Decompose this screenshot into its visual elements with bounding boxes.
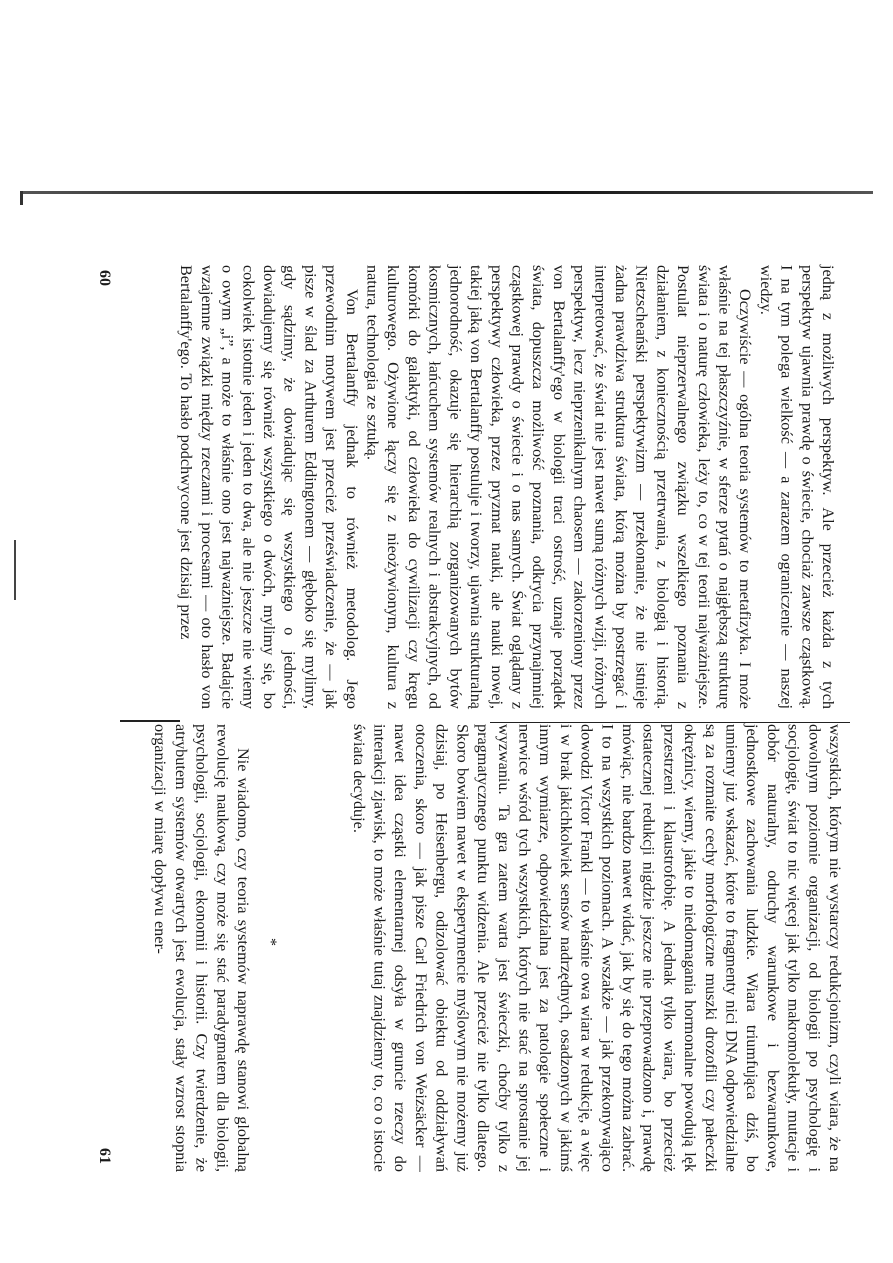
- left-page-text: [123, 265, 838, 709]
- page-number-right: 61: [96, 1148, 113, 1164]
- section-separator: *: [262, 938, 279, 946]
- right-page-text: [283, 724, 845, 1172]
- page-divider-mark-right: [490, 722, 850, 723]
- paragraph: Oczywiście — ogólna teoria systemów to metafizyka. I może właśnie na tej płaszczyźnie, w sferze pytań o najgłębszą strukturę świata i o naturę człowieka, leży to, co w tej teorii najważniejsze. Postulat nieprzerwalnego związku wszelkiego poznania z działaniem, z koniecznością przetrwania, z biologią i historią. Nietzscheański perspektywizm — przekonanie, że nie istnieje żadna prawdziwa struktura świata, którą można by postrzegać i interpretować, że świat nie jest nawet sumą różnych wizji, różnych perspektyw, lecz nieprzenikalnym chaosem — zakorzeniony przez von Bertalanffy'ego w biologii traci ostrość, uznaje porządek świata, dopuszcza możliwość poznania, odkrycia przynajmniej cząstkowej prawdy o świecie i o nas samych. Świat oglądany z perspektywy człowieka, przez pryzmat nauki, ale nauki nowej, takiej jaką von Bertalanffy postuluje i tworzy, ujawnia strukturalną jednorodność, okazuje się hierarchią zorganizowanych bytów kosmicznych, łańcuchem systemów realnych i abstrakcyjnych, od komórki do galaktyki, od człowieka do cywilizacji czy kręgu kulturowego. Ożywione łączy się z nieożywionym, kultura z natura, technologia ze sztuką.: [363, 265, 755, 709]
- margin-tick: [14, 540, 16, 600]
- page-divider-mark-left: [120, 720, 180, 722]
- page-number-left: 60: [96, 270, 113, 286]
- paragraph: jedną z możliwych perspektyw. Ale przecież każda z tych perspektyw ujawnia prawdę o świecie, chociaż zawsze cząstkową. I na tym polega wielkość — a zarazem ograniczenie — naszej wiedzy.: [756, 265, 837, 709]
- paragraph: wszystkich, którym nie wystarczy redukcjonizm, czyli wiara, że na dowolnym poziomie organizacji, od biologii po psychologię i socjologię, świat to nic więcej jak tylko makromolekuły, mutacje i dobór naturalny, odruchy warunkowe i bezwarunkowe, jednostkowe zachowania ludzkie. Wiara triumfująca dziś, bo umiemy już wskazać, które to fragmenty nici DNA odpowiedzialne są za rozmaite cechy morfologiczne muszki drozofili czy pałeczki okrężnicy, wiemy, jakie to niedomagania hormonalne powodują lęk przestrzeni i klaustrofobię. A jednak tylko wiara, bo przecież ostatecznej redukcji nigdzie jeszcze nie przeprowadzono i, prawdę mówiąc, nie bardzo nawet widać, jak by się do tego można zabrać. I to na wszystkich poziomach. A wszakże — jak przekonywająco dowodzi Victor Frankl — to właśnie owa wiara w redukcję, a więc i w brak jakichkolwiek sensów nadrzędnych, osadzonych w jakimś innym wymiarze, odpowiedzialna jest za patologie społeczne i nerwice wśród tych wszystkich, których nie stać na sprostanie jej wyzwaniu. Ta gra zatem warta jest świeczki, choćby tylko z pragmatycznego punktu widzenia. Ale przecież nie tylko dlatego. Skoro bowiem nawet w eksperymencie myślowym nie możemy już dzisiaj, po Heisenbergu, odizolować obiektu od oddziaływań otoczenia, skoro — jak pisze Carl Friedrich von Weizsäcker — nawet idea cząstki elementarnej odsyła w gruncie rzeczy do interakcji zjawisk, to może właśnie tutaj znajdziemy to, co o istocie świata decyduje.: [349, 724, 844, 1172]
- page-top-rule: [20, 191, 873, 194]
- paragraph: Nie wiadomo, czy teoria systemów naprawdę stanowi globalną rewolucję naukową, czy może się stać paradygmatem dla biologii, psychologii, socjologii, ekonomii i historii. Czy twierdzenie, że atrybutem systemów otwartych jest ewolucja, stały wzrost stopnia organizacji w miarę dopływu ener-: [151, 724, 252, 1172]
- paragraph: Von Bertalanffy jednak to również metodolog. Jego przewodnim motywem jest przecież przeświadczenie, że — jak pisze w ślad za Arthurem Eddingtonem — głęboko się mylimy, gdy sądzimy, że dowiadując się wszystkiego o jedności, dowiadujemy się również wszystkiego o dwóch, mylimy się, bo cokolwiek istotnie jeden i jeden to dwa, ale nie jeszcze nie wiemy o owym „i”, a może to właśnie ono jest najważniejsze. Badajcie wzajemne związki między rzeczami i procesami — oto hasło von Bertalanffy'ego. To hasło podchwycone jest dzisiaj przez: [177, 265, 361, 709]
- right-page-closing-text: [128, 724, 253, 1172]
